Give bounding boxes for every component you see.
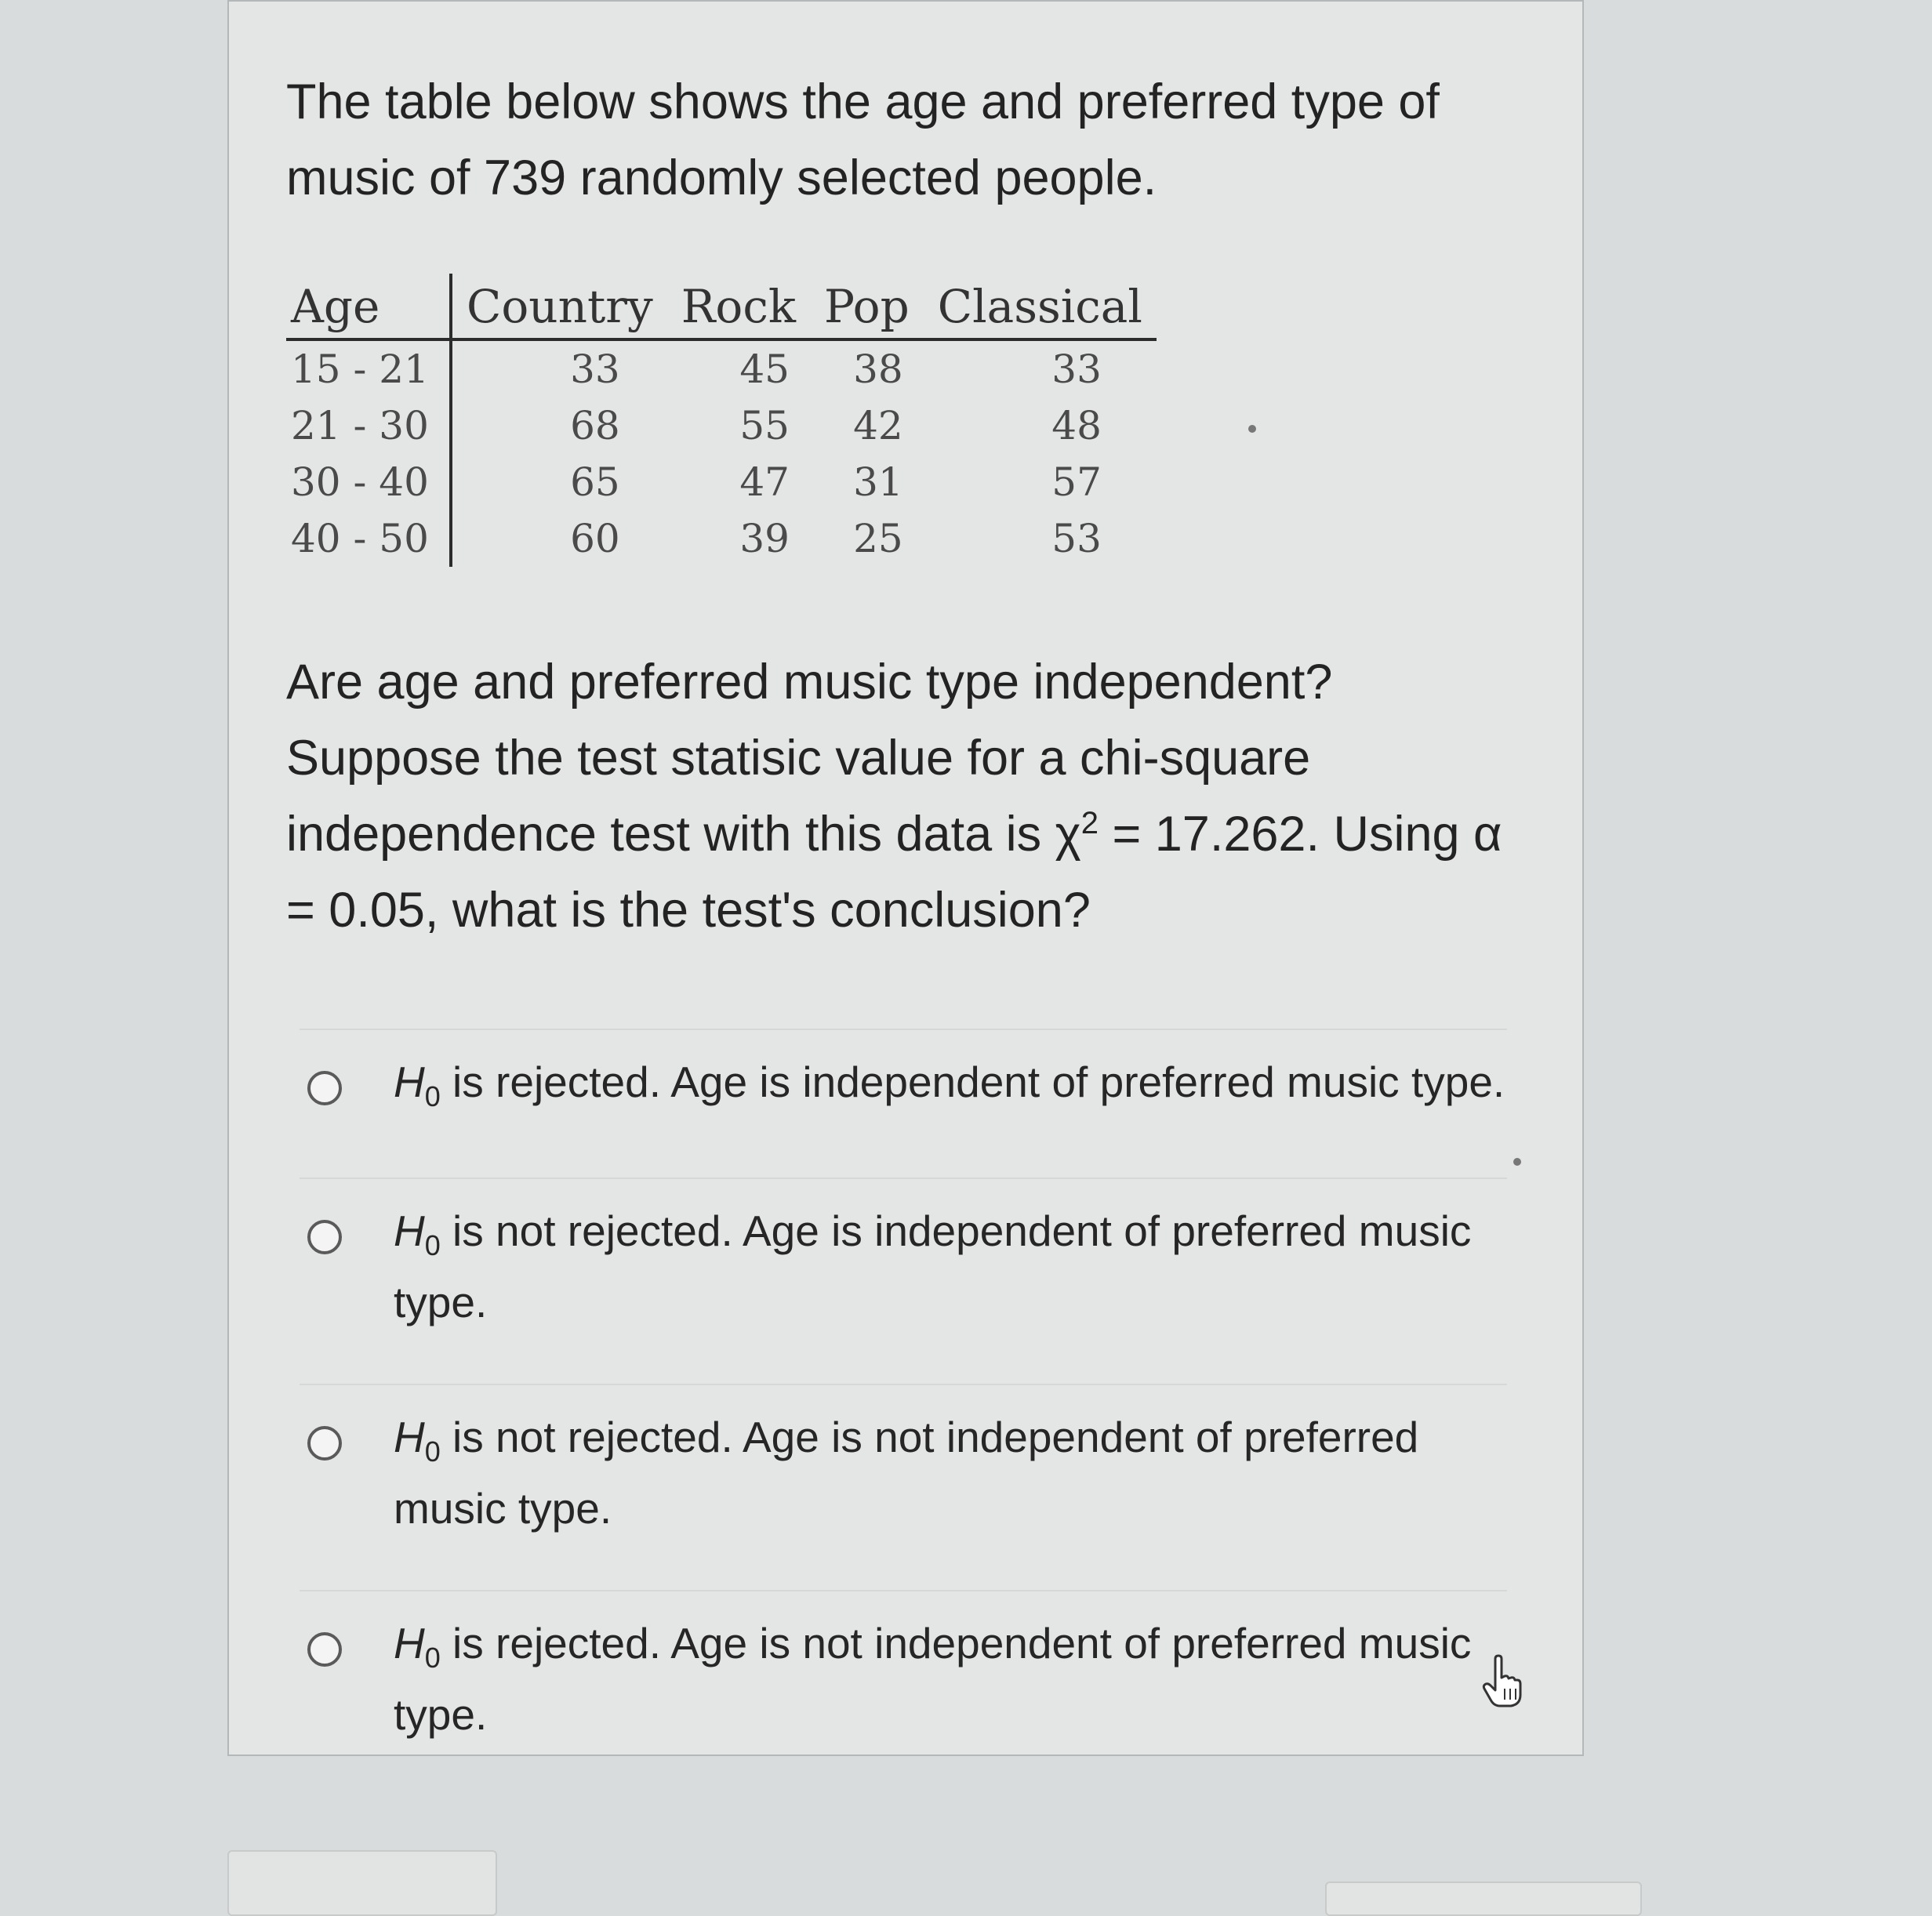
question-intro: The table below shows the age and preferred type of music of 739 randomly selected people. xyxy=(286,74,1440,205)
rock-cell: 47 xyxy=(739,459,790,505)
table-header-row xyxy=(286,274,1157,339)
age-cell: 21 - 30 xyxy=(286,397,451,454)
answer-option-text: $H_0$ is rejected. Age is not independent of preferred music type. xyxy=(394,1619,1472,1739)
rock-cell: 39 xyxy=(739,516,790,561)
null-hypothesis-symbol: $H_0$ xyxy=(394,1413,441,1468)
answer-option-text: $H_0$ is rejected. Age is independent of preferred music type. xyxy=(394,1058,1505,1112)
age-cell: 15 - 21 xyxy=(286,339,451,397)
header-rock: Rock xyxy=(667,274,810,339)
pop-cell: 25 xyxy=(853,516,903,561)
country-cell: 33 xyxy=(570,347,620,392)
pop-cell: 38 xyxy=(853,347,903,392)
answer-option-2[interactable] xyxy=(300,1178,1507,1330)
table-row xyxy=(286,454,1157,510)
radio-button-icon[interactable] xyxy=(307,1071,342,1105)
rock-cell: 55 xyxy=(739,403,790,448)
rock-cell: 45 xyxy=(739,347,790,392)
age-cell: 30 - 40 xyxy=(286,454,451,510)
header-age: Age xyxy=(286,274,451,339)
answer-option-3[interactable] xyxy=(300,1384,1507,1537)
country-cell: 60 xyxy=(570,516,620,561)
age-cell: 40 - 50 xyxy=(286,510,451,567)
answer-option-text: $H_0$ is not rejected. Age is independent of preferred music type. xyxy=(394,1207,1472,1326)
header-pop: Pop xyxy=(810,274,924,339)
question-prompt-part2: = 17.262. Using α = 0.05, what is the test's conclusion? xyxy=(286,807,1502,938)
chi-superscript: 2 xyxy=(1080,806,1099,840)
question-card xyxy=(227,0,1584,1756)
radio-button-icon[interactable] xyxy=(307,1426,342,1461)
radio-button-icon[interactable] xyxy=(307,1220,342,1254)
header-country: Country xyxy=(451,274,667,339)
classical-cell: 53 xyxy=(1051,516,1102,561)
null-hypothesis-symbol: $H_0$ xyxy=(394,1619,441,1674)
header-classical: Classical xyxy=(924,274,1157,339)
stray-dot-decoration xyxy=(1513,1158,1521,1166)
question-prompt-part1: Are age and preferred music type independent? Suppose the test statisic value for a chi-square independence test with this data is χ xyxy=(286,655,1333,862)
table-row xyxy=(286,339,1157,397)
previous-button[interactable] xyxy=(227,1850,497,1916)
question-prompt xyxy=(286,644,1541,949)
next-button[interactable] xyxy=(1325,1882,1642,1916)
classical-cell: 57 xyxy=(1051,459,1102,505)
hand-pointer-icon xyxy=(1478,1654,1525,1709)
country-cell: 65 xyxy=(570,459,620,505)
pop-cell: 31 xyxy=(853,459,903,505)
age-music-table xyxy=(286,274,1157,567)
pop-cell: 42 xyxy=(853,403,903,448)
stray-dot-decoration xyxy=(1248,425,1256,433)
country-cell: 68 xyxy=(570,403,620,448)
null-hypothesis-symbol: $H_0$ xyxy=(394,1207,441,1261)
table-row xyxy=(286,510,1157,567)
answer-options xyxy=(300,1029,1507,1796)
answer-option-text: $H_0$ is not rejected. Age is not independent of preferred music type. xyxy=(394,1413,1419,1533)
answer-option-1[interactable] xyxy=(300,1029,1507,1162)
classical-cell: 48 xyxy=(1051,403,1102,448)
classical-cell: 33 xyxy=(1051,347,1102,392)
null-hypothesis-symbol: $H_0$ xyxy=(394,1058,441,1112)
table-row xyxy=(286,397,1157,454)
radio-button-icon[interactable] xyxy=(307,1632,342,1667)
answer-option-4[interactable] xyxy=(300,1590,1507,1743)
